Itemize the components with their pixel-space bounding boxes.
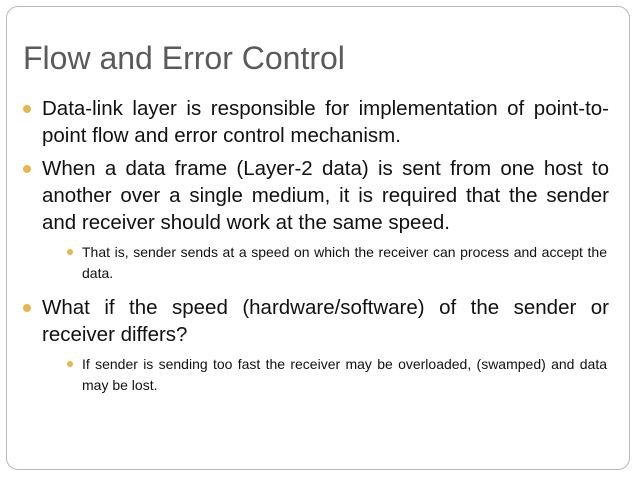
bullet-dot-icon <box>23 165 31 173</box>
slide-content <box>0 95 638 406</box>
sub-bullet-text: That is, sender sends at a speed on which the receiver can process and accept the data. <box>82 244 607 281</box>
sub-bullet-item-2 <box>0 242 607 284</box>
bullet-item-2 <box>0 155 609 236</box>
bullet-text: When a data frame (Layer-2 data) is sent from one host to another over a single medium, it is required that the sender and receiver should work at the same speed. <box>42 157 609 234</box>
bullet-item-1 <box>0 95 609 149</box>
slide-title: Flow and Error Control <box>23 40 345 76</box>
sub-bullet-item-3 <box>0 354 607 396</box>
bullet-dot-icon <box>23 105 31 113</box>
bullet-dot-icon <box>23 304 31 312</box>
sub-bullet-dot-icon <box>67 361 73 367</box>
bullet-text: Data-link layer is responsible for implementation of point-to-point flow and error control mechanism. <box>42 97 609 147</box>
bullet-item-3 <box>0 294 609 348</box>
bullet-text: What if the speed (hardware/software) of the sender or receiver differs? <box>42 296 609 346</box>
sub-bullet-dot-icon <box>67 249 73 255</box>
sub-bullet-text: If sender is sending too fast the receiver may be overloaded, (swamped) and data may be lost. <box>82 356 607 393</box>
